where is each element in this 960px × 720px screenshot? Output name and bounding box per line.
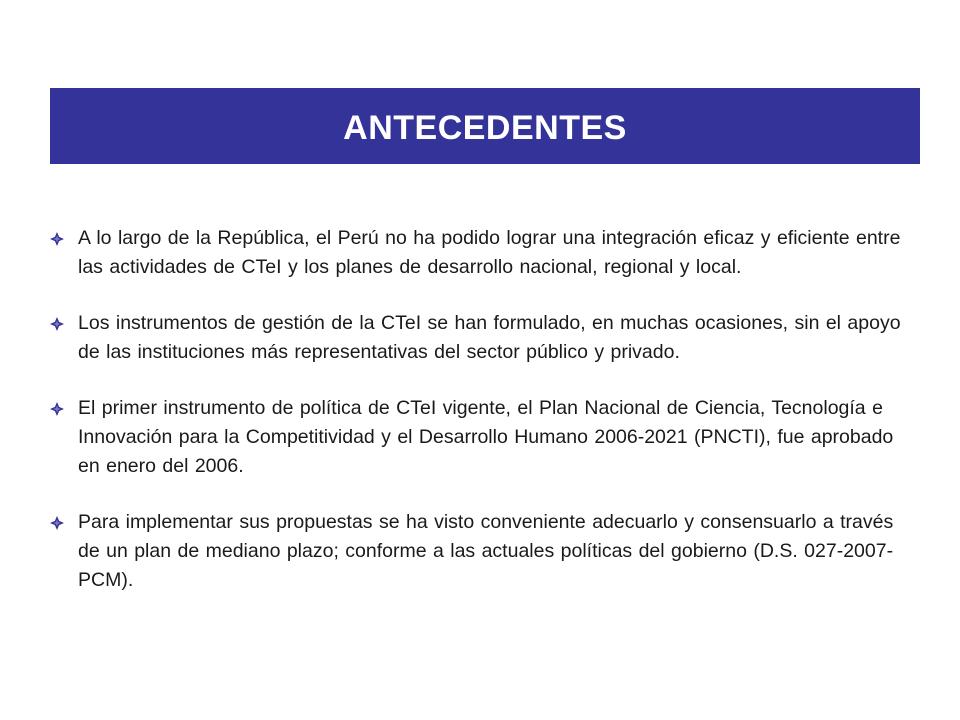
bullet-item [48,309,918,367]
bullet-item [48,224,918,282]
four-petal-diamond-icon [48,224,78,253]
four-petal-diamond-icon [48,309,78,338]
bullet-text: Para implementar sus propuestas se ha visto conveniente adecuarlo y consensuarlo a través de un plan de mediano plazo; conforme a las actuales políticas del gobierno (D.S. 027-2007-PCM). [78,511,894,591]
slide-title: ANTECEDENTES [343,108,627,147]
bullet-text: A lo largo de la República, el Perú no ha podido lograr una integración eficaz y eficiente entre las actividades de CTeI y los planes de desarrollo nacional, regional y local. [78,227,901,278]
bullet-text: El primer instrumento de política de CTeI vigente, el Plan Nacional de Ciencia, Tecnología e Innovación para la Competitividad y el Desarrollo Humano 2006-2021 (PNCTI), fue aprobado en enero del 2006. [78,397,894,477]
bullet-item [48,508,918,595]
bullet-text: Los instrumentos de gestión de la CTeI se han formulado, en muchas ocasiones, sin el apoyo de las instituciones más representativas del sector público y privado. [78,312,901,363]
title-bar [50,88,920,164]
four-petal-diamond-icon [48,508,78,537]
bullet-item [48,394,918,481]
four-petal-diamond-icon [48,394,78,423]
bullet-list [48,224,918,622]
